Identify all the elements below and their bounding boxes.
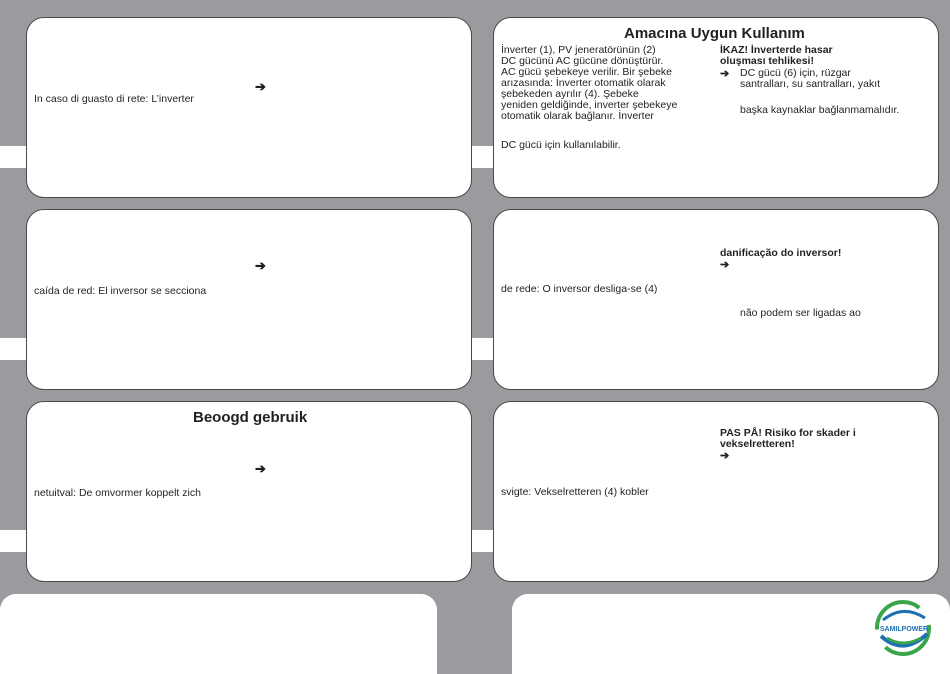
card-text-line: AC gücü şebekeye verilir. Bir şebeke <box>501 66 672 78</box>
edge-notch <box>0 146 28 168</box>
card-text: caída de red: El inversor se secciona <box>34 285 207 297</box>
arrow-icon: ➔ <box>255 461 266 476</box>
card-dutch <box>26 401 472 582</box>
card-title: Amacına Uygun Kullanım <box>624 25 805 42</box>
card-text: In caso di guasto di rete: L’inverter <box>34 93 194 105</box>
edge-notch <box>0 338 28 360</box>
arrow-icon: ➔ <box>255 258 266 273</box>
card-italian <box>26 17 472 198</box>
arrow-icon: ➔ <box>255 79 266 94</box>
card-text-line: DC gücünü AC gücüne dönüştürür. <box>501 55 664 67</box>
card-text-line: DC gücü (6) için, rüzgar <box>740 67 851 79</box>
warning-heading: vekselretteren! <box>720 438 795 450</box>
card-text: svigte: Vekselretteren (4) kobler <box>501 486 649 498</box>
arrow-icon: ➔ <box>720 68 730 80</box>
warning-heading: İKAZ! İnverterde hasar <box>720 44 833 56</box>
card-text-line: İnverter (1), PV jeneratörünün (2) <box>501 44 656 56</box>
card-title: Beoogd gebruik <box>193 409 308 426</box>
card-text-line: başka kaynaklar bağlanmamalıdır. <box>740 104 900 116</box>
card-text-line: santralları, su santralları, yakıt <box>740 78 881 90</box>
card-text-line: DC gücü için kullanılabilir. <box>501 139 621 151</box>
card-text-line: yeniden geldiğinde, inverter şebekeye <box>501 99 678 111</box>
card-text-line: não podem ser ligadas ao <box>740 307 861 319</box>
edge-notch <box>468 338 496 360</box>
samilpower-logo <box>873 600 935 656</box>
card-turkish <box>493 17 939 198</box>
bottom-panel-left <box>0 594 437 674</box>
card-text-line: arızasında: İnverter otomatik olarak <box>501 77 666 89</box>
arrow-icon: ➔ <box>720 259 730 271</box>
card-text-line: otomatik olarak bağlanır. İnverter <box>501 110 654 122</box>
edge-notch <box>468 146 496 168</box>
edge-notch <box>468 530 496 552</box>
logo-text: SAMILPOWER <box>879 626 929 633</box>
arrow-icon: ➔ <box>720 450 730 462</box>
card-text: de rede: O inversor desliga-se (4) <box>501 283 658 295</box>
warning-heading: oluşması tehlikesi! <box>720 55 814 67</box>
card-spanish <box>26 209 472 390</box>
warning-heading: danificação do inversor! <box>720 247 842 259</box>
card-portuguese <box>493 209 939 390</box>
card-danish <box>493 401 939 582</box>
warning-heading: PAS PÅ! Risiko for skader i <box>720 427 856 439</box>
card-text: netuitval: De omvormer koppelt zich <box>34 487 201 499</box>
card-text-line: şebekeden ayrılır (4). Şebeke <box>501 88 639 100</box>
edge-notch <box>0 530 28 552</box>
